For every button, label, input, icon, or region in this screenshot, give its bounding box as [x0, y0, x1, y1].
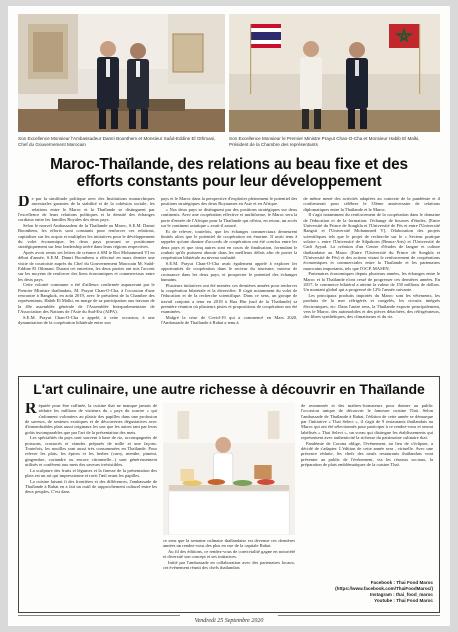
article-headline: Maroc-Thaïlande, des relations au beau fixe et des efforts constants pour leur développement	[50, 156, 408, 190]
culinary-column-1	[25, 403, 157, 603]
culinary-article-box	[18, 376, 440, 613]
photo-caption-right: Son Excellence Monsieur le Premier Ministre Prayut Chan-O-Cha et Monsieur Habib El Malki, Président de la Chambre des représentants	[229, 136, 420, 147]
newspaper-page	[8, 6, 450, 626]
photo-prime-minister-meeting	[229, 14, 440, 132]
paragraph: La sculpture des fruits et légumes et la finesse de la présentation des plats est un art qui impressionne et ravit l'œil avant les papilles.	[25, 467, 157, 479]
footer-divider-left	[18, 615, 180, 616]
paragraph: ce sens que la semaine culinaire thaïlandaise est devenue ces dernières années un rendez-vous des plus en vue de la capitale Rabat.	[163, 538, 295, 549]
paragraph: Partenaires économiques depuis plusieurs années, les échanges entre le Maroc et la Thaïlande n'ont cessé de progresser ces dernières années. En 2017, le commerce bilatéral a atteint la valeur de 150 millions de dollars. Un montant global qui a progressé de 12% l'année suivante.	[303, 271, 441, 293]
paragraph: de renommée et des maîtres-formateurs pour donner au public l'occasion unique de découvrir le fameuse cuisine Thaï. Selon l'ambassade de Thaïlande à Rabat, l'édition de cette année se démarque par l'initiative « Thai Select », il s'agit de 9 restaurants thaïlandais au Maroc qui ont été sélectionnés pour participer à ce rendez-vous et seront labélisés « Thai Select », un sceau qui distingue les établissements qui représentent avec authenticité la richesse du patrimoine culinaire thaï.	[301, 403, 433, 441]
paragraph: de même mené des activités adaptées au contexte de la pandémie et il confirmerait pour célébrer le 35ème anniversaire de relations diplomatiques entre la Thaïlande et le Maroc.	[303, 196, 441, 212]
footer-divider-right	[278, 615, 440, 616]
photo-ambassador-meeting-image	[18, 14, 225, 132]
paragraph: Au fil des éditions, ce rendez-vous de convivialité gagne en notoriété et diversité son concept et ses initiatives.	[163, 548, 295, 560]
photo-prime-minister-meeting-image	[229, 14, 440, 132]
photo-ambassador-meeting	[18, 14, 225, 132]
facebook-url-link[interactable]: (https://www.facebook.com/ThaiFoodMaroc/)	[335, 586, 433, 591]
paragraph: S.E.M. Prayut Chan-O-Cha avait également appelé à explorer les opportunités de coopération dans le secteur du tourisme, moteur de croissance dans les deux pays, et prospecter le potentiel des échanges humains.	[160, 261, 298, 283]
instagram-link[interactable]: Instagram : thai_food_maroc	[369, 592, 433, 597]
photo-thai-food-event-image	[163, 403, 295, 535]
social-links	[335, 580, 433, 604]
paragraph: Il s'agit notamment du renforcement de la coopération dans le domaine de l'éducation et de la formation: l'échange de bourses d'études, [Entre Université du Prince de Songkla et l'Université de Fès et entre l'Université Rangsit et l'Université Mohammed V], l'élaboration des projets scientifiques tels que le projet de recherche sur le « Secteur pratique solaire » entre l'Université de Silpakorn (Beaux-Arts) et l'Université de Cadi Ayyad. La création d'un Centre d'études de langue et culture thaïlandaise au Maroc (Entre l'Université du Prince de Songkla et l'Université de Fès) et des actions visant le renforcement de coopérations économiques et commerciales entre la Thaïlande et les partenaires marocains importants, tels que l'OCP, MASEN.	[303, 212, 441, 271]
paragraph: Selon le nouvel Ambassadeur de la Thaïlande au Maroc, S.E.M. Damri Boonthem, les efforts sont constants pour renforcer ces relations, capitaliser sur les acquis et multiplier les initiatives pour le développement du volet économique, les deux pays pouvant se positionner stratégiquement sur leur leadership avéré dans leurs régions respectives.	[18, 223, 155, 250]
paragraph: Après avoir remis ses lettres de créance à SM le Roi Mohammed VI en début d'année, S.E.M. Damri Boonthem a effectué en mars dernier une visite de courtoisie auprès du Chef du Gouvernement Marocain M. Saâd-Eddine El Othmani. Durant cet entretien, les deux parties ont mis l'accent sur les moyens de renforcer des liens économiques et commerciaux entre les deux pays.	[18, 250, 155, 282]
article-column-3	[303, 196, 440, 368]
paragraph: Malgré la crise de Covid-19 qui a commencé en Mars 2020, l'Ambassade de Thaïlande à Rabat a tenu à	[160, 315, 298, 326]
paragraph: pays et le Maroc dans la perspective d'exploiter pleinement le potentiel des positions stratégiques des deux Royaumes en Asie et en Afrique.	[160, 196, 298, 207]
paragraph: Plusieurs initiatives ont été menées ces dernières années pour renforcer la coopération bilatérale et la diversifier. Il s'agit notamment du volet de l'éducation et de la recherche scientifique. Dans ce sens, un groupe de travail conjoint a tenu en 2018 à Hua Hin (sud de la Thaïlande) sa première réunion où plusieurs pistes et propositions de coopération ont été examinées.	[160, 282, 298, 315]
paragraph: Initié par l'ambassade en collaboration avec des partenaires locaux, cet événement réunit des chefs thaïlandais	[163, 559, 295, 571]
footer-date: Vendredi 25 Septembre 2020	[194, 618, 264, 624]
paragraph: éputée pour être raffinée, la cuisine thaï ne manque jamais de séduire les millions de visiteurs du « pays du sourire » qui s'adonnent volontiers au plaisir des papilles dans une profusion de saveurs, de senteurs exotiques et de découvertes dégustatives avec d'innombrables plats aussi originaux les uns que les autres tant par leurs goûts incomparables que par l'art de la présentation des mets.	[25, 403, 157, 435]
article-column-1	[18, 196, 155, 368]
paragraph: Pandémie de Corona oblige, l'événement, au lieu de s'éclipser, a décidé de s'adapter. L'édition de cette année sera , virtuelle. Avec une présence réduite, les chefs des neufs restaurants thaïlandais vont présenter au public de l'événement, via les réseaux sociaux, la préparation de plats emblématiques de la cuisine Thaï.	[301, 440, 433, 468]
paragraph: Les principaux produits importés du Maroc sont les vêtements, les produits de la mer réfrigérés et congelés, les circuits intégrés électroniques, etc. Dans l'autre sens, la Thaïlande exporte principalement, vers le Maroc, des automobiles et des pièces détachées, des réfrigérateurs, des fibres synthétiques, des climatiseurs et du riz.	[303, 293, 441, 320]
culinary-column-3	[301, 403, 433, 603]
paragraph: « Nos deux pays se distinguent par des positions stratégiques sur deux continents. Avec une coopération effective et multiforme, le Maroc sera la porte d'entrée de l'Afrique pour la Thaïlande qui offrira, en retour, un accès sur le continent asiatique » avait-il assuré.	[160, 206, 298, 229]
paragraph: Cette volonté commune a été d'ailleurs confirmée auparavant par le Premier Ministre thaïlandais, M. Prayut Chan-O-Cha, à l'occasion d'une rencontre à Bangkok, en août 2019, avec le président de la Chambre des représentants, Habib El Malki, en marge de sa participation aux travaux de la 40e assemblée générale de l'Assemblée Interparlementaire de l'Association des Nations de l'Asie du Sud-Est (AIPA).	[18, 282, 155, 315]
facebook-link[interactable]: Facebook : Thai Food Maroc	[370, 580, 433, 585]
paragraph: La cuisine faisant fi des frontières et des différences, l'ambassade de Thaïlande à Rabat en a fait un outil de rapprochement culturel entre les deux peuples. C'est dans	[25, 478, 157, 495]
dropcap-letter: D	[18, 196, 30, 210]
youtube-link[interactable]: Youtube : Thai Food Maroc	[374, 598, 433, 603]
culinary-headline: L'art culinaire, une autre richesse à découvrir en Thaïlande	[33, 381, 425, 397]
article-body	[18, 196, 440, 368]
paragraph: Et de relever, toutefois, que les échanges commerciaux demeurent limités alors que le potentiel de coopération est énorme. Il avait tenu à rappeler qu'une dizaine d'accords de coopération ont été conclus entre les deux pays et que cinq autres sont en cours de finalisation, formulant le souhait qu'ils puissent aboutir dans les meilleurs délais afin de porter la coopération bilatérale au niveau souhaité.	[160, 228, 298, 261]
photo-thai-food-event	[163, 403, 295, 535]
dropcap-letter: R	[25, 403, 37, 417]
culinary-body	[25, 403, 433, 603]
paragraph: S.E.M. Prayut Chan-O-Cha a appelé, à cette occasion, à une dynamisation de la coopération bilatérale entre son	[18, 314, 155, 326]
paragraph: Les spécialités du pays sont souvent à base de riz, accompagnées de poissons, crustacés et viandes préparés de mille et une façons. Toutefois, les nouilles sont aussi très consommées en Thaïlande. Pour relever les plats, les épices et les herbes (curry, menthe, piment, gingembre, coriandre ou encore citronnelle...) sont généreusement utilisés et confèrent aux mets des saveurs irrésistibles.	[25, 435, 157, 468]
paragraph: e par la similitude politique avec des Institutions monarchiques ancestrales garantes de la stabilité et de la cohésion sociale, les relations entre le Maroc et la Thaïlande se distinguent par l'excellence de leurs relations politiques et la densité des échanges cordiaux entre les familles Royales des deux pays.	[18, 196, 155, 223]
photo-caption-left: Son Excellence Monsieur l'Ambassadeur Damri Boonthem et Monsieur Saâd-Eddine El Othmani, Chef du Gouvernement Marocain	[18, 136, 216, 147]
culinary-column-2	[163, 403, 295, 603]
article-column-2	[161, 196, 298, 368]
